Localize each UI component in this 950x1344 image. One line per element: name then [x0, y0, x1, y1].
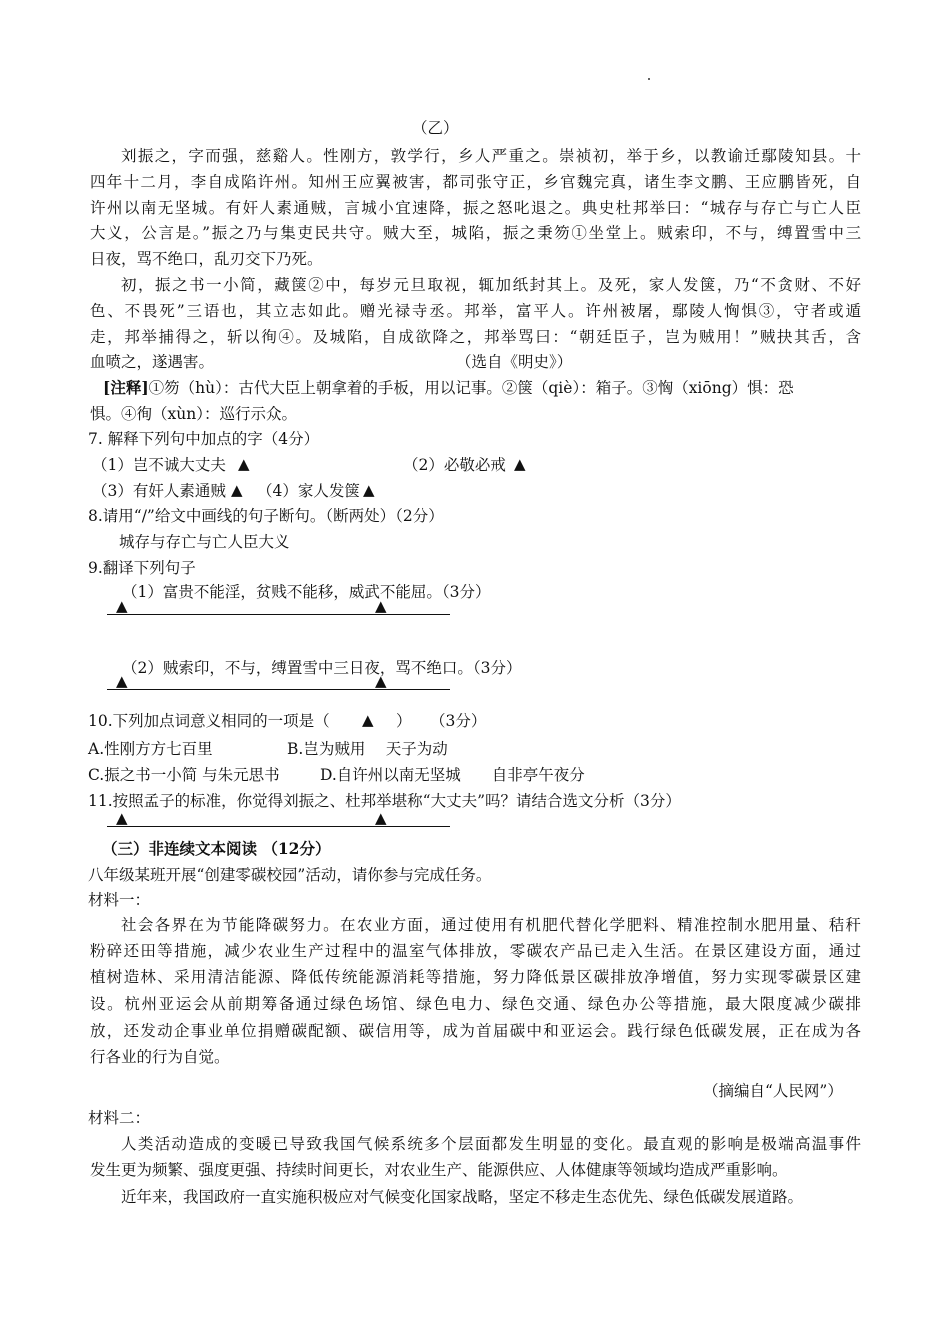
q10-option-a: A.性刚方方七百里 [88, 740, 213, 758]
section-intro: 八年级某班开展“创建零碳校园”活动，请你参与完成任务。 [88, 866, 492, 884]
material-line: 放，还发动企事业单位捐赠碳配额、碳信用等，成为首届碳中和亚运会。践行绿色低碳发展，正在成为各 [90, 1022, 861, 1040]
answer-mark: ▲ [363, 481, 375, 499]
q9-sentence-1: （1）富贵不能淫，贫贱不能移，威武不能屈。（3分） [122, 583, 491, 601]
passage-line: 刘振之，字而强，慈谿人。性刚方，敦学行，乡人严重之。崇祯初，举于乡，以教谕迁鄢陵知县。十 [121, 147, 861, 165]
note-label: [注释] [103, 378, 149, 397]
answer-line [107, 689, 450, 690]
answer-mark: ▲ [362, 711, 374, 729]
material-1-label: 材料一： [88, 891, 151, 909]
answer-mark: ▲ [116, 597, 128, 615]
material-1-source: （摘编自“人民网”） [703, 1082, 843, 1100]
passage-label: （乙） [412, 119, 459, 137]
answer-mark: ▲ [375, 672, 387, 690]
passage-line: 许州以南无坚城。有奸人素通贼，言城小宜速降，振之怒叱退之。典史杜邦举曰：“城存与存亡与亡人臣 [90, 199, 861, 217]
answer-mark: ▲ [375, 809, 387, 827]
section-heading: （三）非连续文本阅读 （12分） [102, 839, 331, 858]
answer-mark: ▲ [116, 809, 128, 827]
passage-line: 血喷之，遂遇害。 [90, 353, 215, 371]
material-line: 植树造林、采用清洁能源、降低传统能源消耗等措施，努力降低景区碳排放净增值，努力实现零碳景区建 [90, 968, 861, 986]
q10-option-c: C.振之书一小简 与朱元思书 [88, 766, 280, 784]
answer-mark: ▲ [514, 455, 526, 473]
question-8-stem: 8.请用“/”给文中画线的句子断句。（断两处）（2分） [88, 507, 444, 525]
q8-sentence: 城存与存亡与亡人臣大义 [119, 533, 290, 551]
q7-item-4: （4）家人发箧 [257, 482, 360, 500]
question-9-stem: 9.翻译下列句子 [88, 559, 196, 577]
question-10-stem: 10.下列加点词意义相同的一项是（ [88, 712, 330, 730]
passage-line: 大义，公言是。”振之乃与集吏民共守。贼大至，城陷，振之秉笏①坐堂上。贼索印，不与，缚置雪中三 [90, 224, 861, 242]
answer-line [107, 826, 450, 827]
answer-mark: ▲ [238, 455, 250, 473]
question-11-stem: 11.按照孟子的标准，你觉得刘振之、杜邦举堪称“大丈夫”吗？请结合选文分析（3分） [88, 792, 681, 810]
question-7-stem: 7. 解释下列句中加点的字（4分） [88, 430, 320, 448]
q10-option-d: D.自许州以南无坚城 自非亭午夜分 [320, 766, 585, 784]
answer-mark: ▲ [116, 672, 128, 690]
question-10-stem-close: ） [396, 712, 412, 730]
q7-item-3: （3）有奸人素通贼 [92, 482, 226, 500]
material-line: 发生更为频繁、强度更强、持续时间更长，对农业生产、能源供应、人体健康等领域均造成严重影响。 [90, 1161, 788, 1179]
material-line: 设。杭州亚运会从前期筹备通过绿色场馆、绿色电力、绿色交通、绿色办公等措施，最大限度减少碳排 [90, 995, 861, 1013]
passage-line: 色、不畏死”三语也，其立志如此。赠光禄寺丞。邦举，富平人。许州被屠，鄢陵人恟惧③，守者或遁 [90, 302, 861, 320]
q7-item-1: （1）岂不诚大丈夫 [92, 456, 226, 474]
scan-dot [648, 78, 650, 80]
q9-sentence-2: （2）贼索印，不与，缚置雪中三日夜，骂不绝口。（3分） [122, 659, 522, 677]
material-line: 社会各界在为节能降碳努力。在农业方面，通过使用有机肥代替化学肥料、精准控制水肥用量、秸秆 [121, 916, 861, 934]
material-line: 近年来，我国政府一直实施积极应对气候变化国家战略，坚定不移走生态优先、绿色低碳发展道路。 [121, 1188, 804, 1206]
passage-line: 初，振之书一小简，藏箧②中，每岁元旦取视，辄加纸封其上。及死，家人发箧，乃“不贪财、不好 [121, 276, 861, 294]
passage-line: 走，邦举捕得之，斩以徇④。及城陷，自成欲降之，邦举骂曰：“朝廷臣子，岂为贼用！”贼抉其舌，含 [90, 328, 861, 346]
material-2-label: 材料二： [88, 1109, 151, 1127]
answer-line [107, 614, 450, 615]
answer-mark: ▲ [231, 481, 243, 499]
passage-line: 四年十二月，李自成陷许州。知州王应翼被害，都司张守正，乡官魏完真，诸生李文鹏、王应鹏皆死，自 [90, 173, 861, 191]
material-line: 粉碎还田等措施，减少农业生产过程中的温室气体排放，零碳农产品已走入生活。在景区建设方面，通过 [90, 942, 861, 960]
answer-mark: ▲ [375, 597, 387, 615]
q7-item-2: （2）必敬必戒 [403, 456, 506, 474]
note-text: 惧。④徇（xùn）：巡行示众。 [90, 405, 297, 423]
material-line: 行各业的行为自觉。 [90, 1048, 230, 1066]
question-10-points: （3分） [430, 712, 487, 730]
passage-line: 日夜，骂不绝口，乱刃交下乃死。 [90, 250, 323, 268]
q10-option-b: B.岂为贼用 天子为动 [287, 740, 448, 758]
material-line: 人类活动造成的变暖已导致我国气候系统多个层面都发生明显的变化。最直观的影响是极端高温事件 [121, 1135, 861, 1153]
passage-source: （选自《明史》） [456, 353, 573, 371]
note-text: ①笏（hù）：古代大臣上朝拿着的手板，用以记事。②箧（qiè）：箱子。③恟（xiōng）惧：恐 [148, 379, 794, 397]
